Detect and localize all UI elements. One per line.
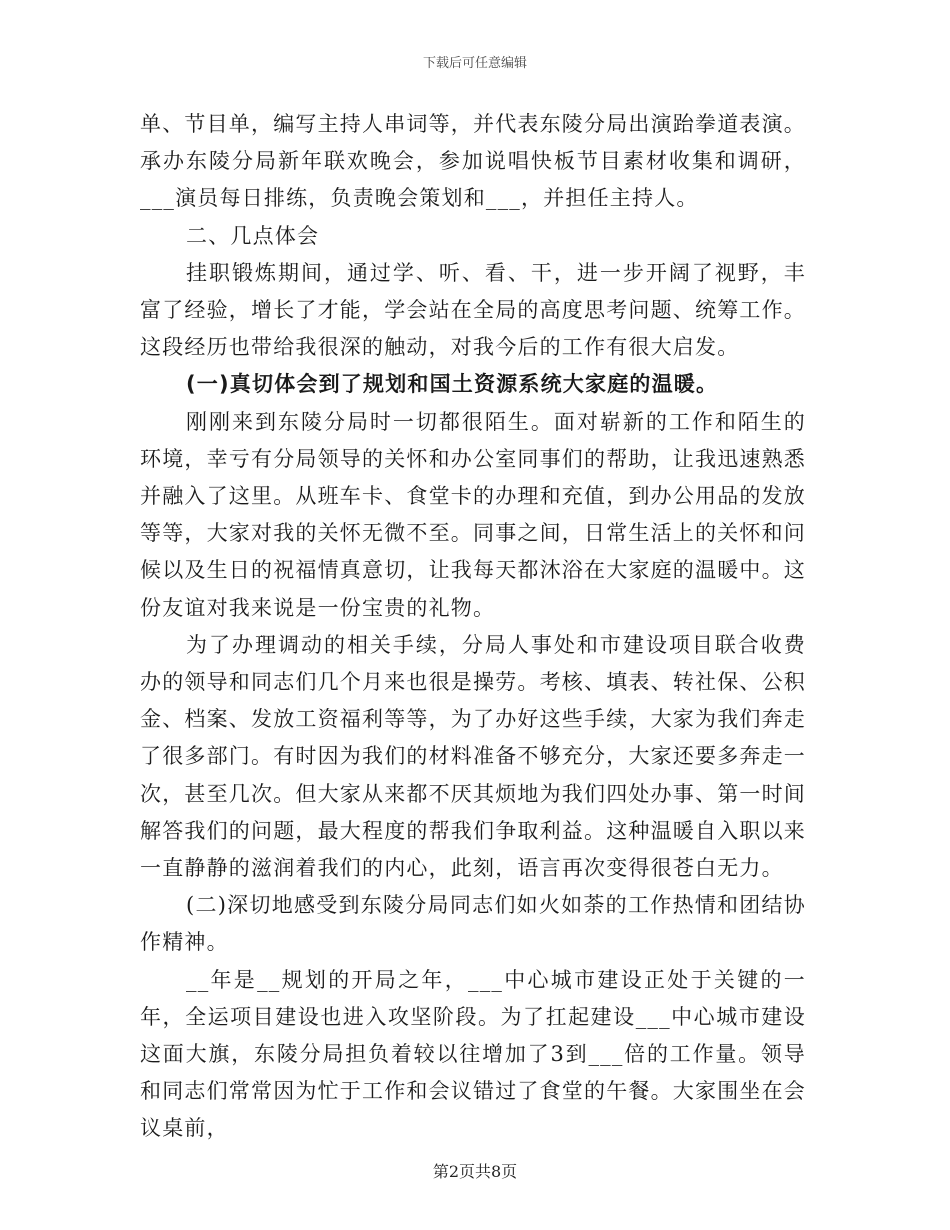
paragraph-intro: 挂职锻炼期间，通过学、听、看、干，进一步开阔了视野，丰富了经验，增长了才能，学会站在全局的高度思考问题、统筹工作。这段经历也带给我很深的触动，对我今后的工作有很大启发。	[140, 260, 806, 360]
subheading-1: (一)真切体会到了规划和国土资源系统大家庭的温暖。	[186, 372, 719, 397]
document-body	[140, 106, 806, 1148]
paragraph-continuation: 单、节目单，编写主持人串词等，并代表东陵分局出演跆拳道表演。承办东陵分局新年联欢晚会，参加说唱快板节目素材收集和调研，___演员每日排练，负责晚会策划和___，并担任主持人。	[140, 112, 806, 211]
page-footer: 第2页共8页	[432, 1162, 518, 1181]
page-header: 下载后可任意编辑	[422, 56, 527, 71]
paragraph-transfer: 为了办理调动的相关手续，分局人事处和市建设项目联合收费办的领导和同志们几个月来也很是操劳。考核、填表、转社保、公积金、档案、发放工资福利等等，为了办好这些手续，大家为我们奔走了很多部门。有时因为我们的材料准备不够充分，大家还要多奔走一次，甚至几次。但大家从来都不厌其烦地为我们四处办事、第一时间解答我们的问题，最大程度的帮我们争取利益。这种温暖自入职以来一直静静的滋润着我们的内心，此刻，语言再次变得很苍白无力。	[140, 632, 806, 881]
section-heading: 二、几点体会	[186, 223, 320, 248]
paragraph-warmth: 刚刚来到东陵分局时一切都很陌生。面对崭新的工作和陌生的环境，幸亏有分局领导的关怀和办公室同事们的帮助，让我迅速熟悉并融入了这里。从班车卡、食堂卡的办理和充值，到办公用品的发放等等，大家对我的关怀无微不至。同事之间，日常生活上的关怀和问候以及生日的祝福情真意切，让我每天都沐浴在大家庭的温暖中。这份友谊对我来说是一份宝贵的礼物。	[140, 409, 806, 620]
paragraph-work: __年是__规划的开局之年，___中心城市建设正处于关键的一年，全运项目建设也进入攻坚阶段。为了扛起建设___中心城市建设这面大旗，东陵分局担负着较以往增加了3到___倍的工作量。领导和同志们常常因为忙于工作和会议错过了食堂的午餐。大家围坐在会议桌前，	[140, 967, 806, 1141]
subheading-2: (二)深切地感受到东陵分局同志们如火如荼的工作热情和团结协作精神。	[140, 893, 806, 955]
